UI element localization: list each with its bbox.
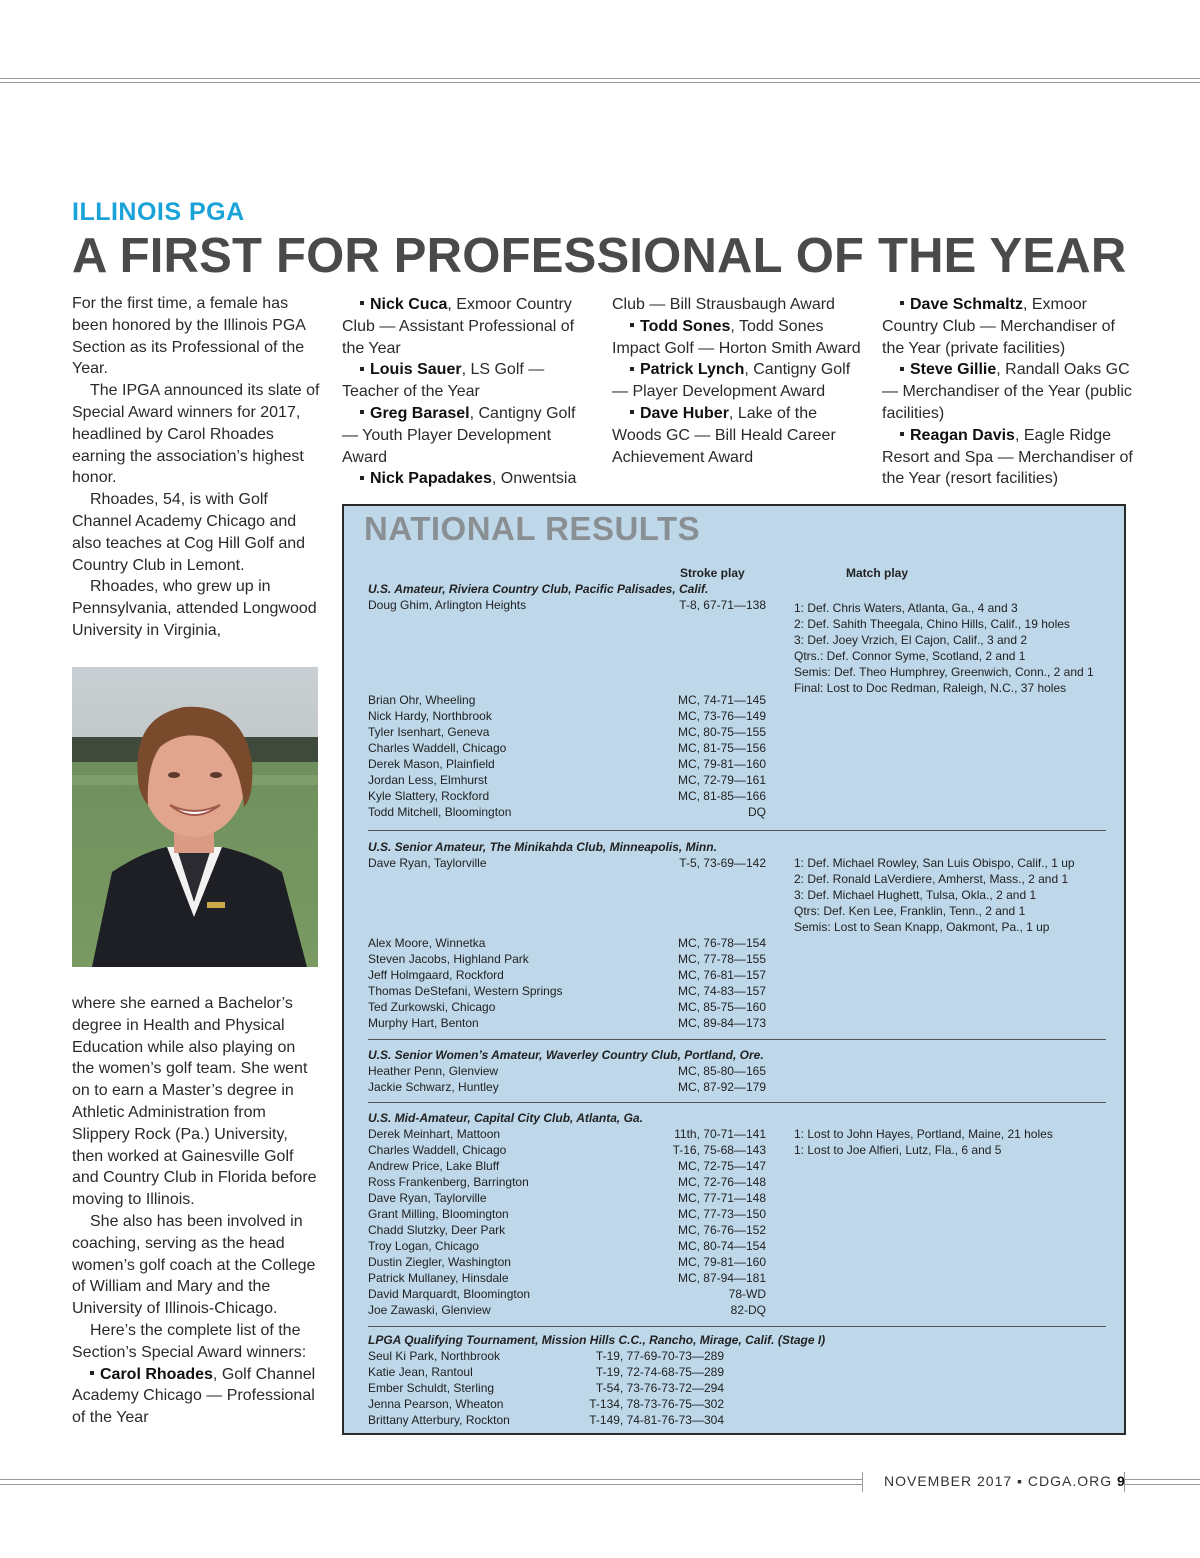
player-name: Joe Zawaski, Glenview xyxy=(368,1303,491,1317)
award-winner-name: Nick Papadakes xyxy=(370,470,492,488)
stroke-score: MC, 74-83—157 xyxy=(677,984,766,998)
bullet-icon xyxy=(900,301,904,305)
table-row xyxy=(368,1238,1108,1254)
bullet-icon: ▪ xyxy=(1017,1473,1024,1489)
match-result: Final: Lost to Doc Redman, Raleigh, N.C., 37 holes xyxy=(794,681,1067,695)
bullet-icon xyxy=(360,301,364,305)
award-item xyxy=(342,403,592,468)
stroke-score: T-134, 78-73-76-75—302 xyxy=(589,1397,724,1411)
award-item xyxy=(342,294,592,359)
section-kicker: ILLINOIS PGA xyxy=(72,198,245,226)
award-winner-name: Nick Cuca xyxy=(370,296,448,313)
stroke-score: MC, 85-75—160 xyxy=(677,1000,766,1014)
match-play-results xyxy=(794,855,1124,935)
match-result: 1: Lost to John Hayes, Portland, Maine, 21 holes xyxy=(794,1127,1053,1141)
section-divider xyxy=(368,1039,1106,1040)
award-item xyxy=(612,403,862,468)
stroke-score: MC, 85-80—165 xyxy=(677,1064,766,1078)
award-winner-name: Louis Sauer xyxy=(370,361,462,379)
match-play-header: Match play xyxy=(846,566,909,580)
player-name: Brian Ohr, Wheeling xyxy=(368,693,476,707)
bullet-icon xyxy=(90,1371,94,1375)
bullet-icon xyxy=(360,367,364,371)
player-name: Dave Ryan, Taylorville xyxy=(368,856,487,870)
bullet-icon xyxy=(630,410,634,414)
award-item xyxy=(882,359,1134,424)
table-row xyxy=(368,983,1108,999)
player-name: Murphy Hart, Benton xyxy=(368,1016,479,1030)
award-description: , Onwentsia xyxy=(491,470,577,488)
national-results-box xyxy=(342,504,1126,1435)
page-number: 9 xyxy=(1117,1473,1126,1489)
table-row xyxy=(368,724,1108,740)
player-name: Grant Milling, Bloomington xyxy=(368,1207,509,1221)
award-winner-name: Carol Rhoades xyxy=(100,1365,213,1383)
top-rule xyxy=(0,78,1200,79)
match-result: 3: Def. Michael Hughett, Tulsa, Okla., 2 and 1 xyxy=(794,888,1037,902)
player-name: Andrew Price, Lake Bluff xyxy=(368,1159,500,1173)
footer-rule-cap xyxy=(862,1472,863,1492)
carol-rhoades-photo xyxy=(72,667,318,967)
stroke-score: MC, 76-78—154 xyxy=(677,936,766,950)
award-item xyxy=(882,294,1134,359)
table-row xyxy=(368,1364,1108,1380)
footer-rule-2 xyxy=(0,1484,862,1485)
table-row xyxy=(368,967,1108,983)
player-name: Kyle Slattery, Rockford xyxy=(368,789,490,803)
player-name: Thomas DeStefani, Western Springs xyxy=(368,984,563,998)
section-divider xyxy=(368,1102,1106,1103)
article-paragraph: Here’s the complete list of the Section’s Special Award winners: xyxy=(72,1321,307,1361)
stroke-score: 78-WD xyxy=(728,1287,766,1301)
stroke-score: MC, 72-75—147 xyxy=(677,1159,766,1173)
match-play-results xyxy=(794,600,1124,696)
award-item xyxy=(882,425,1134,490)
results-section-lpga-qualifying xyxy=(368,1332,1108,1428)
footer-rule xyxy=(0,1479,862,1480)
stroke-score: T-16, 75-68—143 xyxy=(672,1143,766,1157)
results-section-us-mid-amateur xyxy=(368,1110,1108,1318)
award-description: , Golf Channel Academy Chicago — Professional of the Year xyxy=(72,1365,316,1427)
match-result: 1: Def. Chris Waters, Atlanta, Ga., 4 and 3 xyxy=(794,601,1018,615)
player-name: Charles Waddell, Chicago xyxy=(368,741,507,755)
stroke-score: MC, 87-92—179 xyxy=(677,1080,766,1094)
stroke-score: MC, 77-73—150 xyxy=(677,1207,766,1221)
issue-date: NOVEMBER 2017 xyxy=(884,1473,1013,1489)
table-row xyxy=(368,772,1108,788)
stroke-score: DQ xyxy=(748,805,766,819)
award-description: , Exmoor Country Club — Assistant Professional of the Year xyxy=(342,296,575,357)
section-title: LPGA Qualifying Tournament, Mission Hills C.C., Rancho, Mirage, Calif. (Stage I) xyxy=(368,1333,826,1347)
stroke-score: T-8, 67-71—138 xyxy=(679,598,766,612)
stroke-score: MC, 77-71—148 xyxy=(677,1191,766,1205)
match-result: Qtrs.: Def. Connor Syme, Scotland, 2 and 1 xyxy=(794,649,1026,663)
table-row xyxy=(368,804,1108,820)
table-row xyxy=(368,1348,1108,1364)
page-title: A FIRST FOR PROFESSIONAL OF THE YEAR xyxy=(72,229,1127,283)
match-result: 1: Lost to Joe Alfieri, Lutz, Fla., 6 and 5 xyxy=(794,1143,1002,1157)
match-result: 2: Def. Ronald LaVerdiere, Amherst, Mass., 2 and 1 xyxy=(794,872,1069,886)
player-name: Dustin Ziegler, Washington xyxy=(368,1255,511,1269)
stroke-score: MC, 74-71—145 xyxy=(677,693,766,707)
results-section-us-amateur xyxy=(368,581,1108,820)
stroke-score: MC, 89-84—173 xyxy=(677,1016,766,1030)
section-title: U.S. Senior Amateur, The Minikahda Club, Minneapolis, Minn. xyxy=(368,840,717,854)
award-winner-name: Patrick Lynch xyxy=(640,361,745,379)
player-name: Katie Jean, Rantoul xyxy=(368,1365,473,1379)
match-result: Semis: Def. Theo Humphrey, Greenwich, Conn., 2 and 1 xyxy=(794,665,1094,679)
player-name: Doug Ghim, Arlington Heights xyxy=(368,598,527,612)
player-name: Nick Hardy, Northbrook xyxy=(368,709,492,723)
player-name: Steven Jacobs, Highland Park xyxy=(368,952,529,966)
table-row xyxy=(368,740,1108,756)
player-name: Todd Mitchell, Bloomington xyxy=(368,805,512,819)
stroke-score: MC, 72-76—148 xyxy=(677,1175,766,1189)
table-row xyxy=(368,1254,1108,1270)
award-description: , Eagle Ridge Resort and Spa — Merchandiser of the Year (resort facilities) xyxy=(882,426,1133,488)
article-paragraph: The IPGA announced its slate of Special Award winners for 2017, headlined by Carol Rhoades earning the association’s highest honor. xyxy=(72,382,320,487)
award-winner-name: Dave Huber xyxy=(640,404,729,422)
table-row xyxy=(368,1286,1108,1302)
player-name: Jeff Holmgaard, Rockford xyxy=(368,968,504,982)
stroke-score: MC, 80-74—154 xyxy=(677,1239,766,1253)
table-row xyxy=(368,788,1108,804)
page-footer xyxy=(884,1473,1126,1489)
table-row xyxy=(368,999,1108,1015)
stroke-score: MC, 76-81—157 xyxy=(677,968,766,982)
award-item xyxy=(342,359,592,403)
article-col-4 xyxy=(882,294,1134,490)
bullet-icon xyxy=(360,476,364,480)
table-row xyxy=(368,708,1108,724)
player-name: Dave Ryan, Taylorville xyxy=(368,1191,487,1205)
player-name: Heather Penn, Glenview xyxy=(368,1064,499,1078)
player-name: Seul Ki Park, Northbrook xyxy=(368,1349,501,1363)
table-row xyxy=(368,1270,1108,1286)
stroke-score: 82-DQ xyxy=(730,1303,766,1317)
table-row xyxy=(368,1142,1108,1158)
table-row xyxy=(368,756,1108,772)
player-name: Ross Frankenberg, Barrington xyxy=(368,1175,529,1189)
table-row xyxy=(368,1126,1108,1142)
player-name: Tyler Isenhart, Geneva xyxy=(368,725,490,739)
footer-rule-right xyxy=(1124,1479,1200,1480)
article-paragraph: Rhoades, who grew up in Pennsylvania, attended Longwood University in Virginia, xyxy=(72,578,317,639)
stroke-play-header: Stroke play xyxy=(680,566,745,580)
stroke-score: MC, 79-81—160 xyxy=(677,1255,766,1269)
award-item xyxy=(72,1364,320,1429)
award-description: , Cantigny Golf — Youth Player Development Award xyxy=(342,404,576,466)
stroke-score: MC, 77-78—155 xyxy=(677,952,766,966)
stroke-score: MC, 72-79—161 xyxy=(677,773,766,787)
player-name: Derek Mason, Plainfield xyxy=(368,757,495,771)
bullet-icon xyxy=(900,432,904,436)
portrait-image xyxy=(72,667,318,967)
player-name: Chadd Slutzky, Deer Park xyxy=(368,1223,506,1237)
award-description: , Lake of the Woods GC — Bill Heald Career Achievement Award xyxy=(612,404,836,466)
player-name: Patrick Mullaney, Hinsdale xyxy=(368,1271,509,1285)
player-name: Derek Meinhart, Mattoon xyxy=(368,1127,501,1141)
stroke-score: T-19, 72-74-68-75—289 xyxy=(595,1365,724,1379)
stroke-score: MC, 79-81—160 xyxy=(677,757,766,771)
article-paragraph: She also has been involved in coaching, serving as the head women’s golf coach at the College of William and Mary and the University of Illinois-Chicago. xyxy=(72,1212,316,1318)
award-item xyxy=(342,468,592,490)
article-col-1-top xyxy=(72,293,320,642)
table-row xyxy=(368,1158,1108,1174)
stroke-score: T-19, 77-69-70-73—289 xyxy=(595,1349,724,1363)
table-row xyxy=(368,1396,1108,1412)
award-description: , Cantigny Golf — Player Development Award xyxy=(612,361,851,401)
player-name: Jackie Schwarz, Huntley xyxy=(368,1080,499,1094)
table-row xyxy=(368,692,1108,708)
table-row xyxy=(368,1063,1108,1079)
match-result: 1: Def. Michael Rowley, San Luis Obispo, Calif., 1 up xyxy=(794,856,1075,870)
stroke-score: T-5, 73-69—142 xyxy=(679,856,766,870)
player-name: Jenna Pearson, Wheaton xyxy=(368,1397,504,1411)
section-divider xyxy=(368,1326,1106,1327)
player-name: Troy Logan, Chicago xyxy=(368,1239,479,1253)
stroke-score: MC, 73-76—149 xyxy=(677,709,766,723)
stroke-score: MC, 87-94—181 xyxy=(677,1271,766,1285)
award-winner-name: Greg Barasel xyxy=(370,404,470,422)
award-continuation: Club — Bill Strausbaugh Award xyxy=(612,296,835,313)
player-name: Charles Waddell, Chicago xyxy=(368,1143,507,1157)
award-winner-name: Dave Schmaltz xyxy=(910,296,1023,313)
player-name: Alex Moore, Winnetka xyxy=(368,936,486,950)
stroke-score: MC, 76-76—152 xyxy=(677,1223,766,1237)
article-col-1-bottom xyxy=(72,993,320,1429)
player-name: Brittany Atterbury, Rockton xyxy=(368,1413,510,1427)
article-paragraph: For the first time, a female has been honored by the Illinois PGA Section as its Professional of the Year. xyxy=(72,295,306,378)
player-name: Jordan Less, Elmhurst xyxy=(368,773,488,787)
table-row xyxy=(368,1302,1108,1318)
award-item xyxy=(612,359,862,403)
award-item xyxy=(612,316,862,360)
stroke-score: MC, 81-85—166 xyxy=(677,789,766,803)
article-paragraph: where she earned a Bachelor’s degree in Health and Physical Education while also playing on the women’s golf team. She went on to earn a Master’s degree in Athletic Administration from Slippery Rock (Pa.) University, then worked at Gainesville Golf and Country Club in Florida before moving to Illinois. xyxy=(72,995,317,1209)
table-row xyxy=(368,1190,1108,1206)
bullet-icon xyxy=(360,410,364,414)
match-result: Qtrs: Def. Ken Lee, Franklin, Tenn., 2 and 1 xyxy=(794,904,1026,918)
award-description: , Randall Oaks GC — Merchandiser of the Year (public facilities) xyxy=(882,361,1132,422)
results-section-us-senior-amateur xyxy=(368,839,1108,1031)
match-result: 2: Def. Sahith Theegala, Chino Hills, Calif., 19 holes xyxy=(794,617,1070,631)
bullet-icon xyxy=(630,367,634,371)
table-row xyxy=(368,935,1108,951)
results-title: NATIONAL RESULTS xyxy=(364,510,701,547)
table-row xyxy=(368,1380,1108,1396)
stroke-score: MC, 80-75—155 xyxy=(677,725,766,739)
award-description: , Todd Sones Impact Golf — Horton Smith Award xyxy=(612,317,861,357)
article-col-3 xyxy=(612,294,862,468)
table-row xyxy=(368,1412,1108,1428)
results-section-us-senior-womens-amateur xyxy=(368,1047,1108,1095)
player-name: David Marquardt, Bloomington xyxy=(368,1287,531,1301)
match-result: 3: Def. Joey Vrzich, El Cajon, Calif., 3 and 2 xyxy=(794,633,1027,647)
table-row xyxy=(368,1206,1108,1222)
bullet-icon xyxy=(900,367,904,371)
stroke-score: T-54, 73-76-73-72—294 xyxy=(595,1381,724,1395)
bullet-icon xyxy=(630,323,634,327)
award-winner-name: Reagan Davis xyxy=(910,426,1015,444)
section-divider xyxy=(368,830,1106,831)
table-row xyxy=(368,1079,1108,1095)
top-rule-2 xyxy=(0,82,1200,83)
player-name: Ember Schuldt, Sterling xyxy=(368,1381,495,1395)
section-title: U.S. Mid-Amateur, Capital City Club, Atlanta, Ga. xyxy=(368,1111,643,1125)
table-row xyxy=(368,1174,1108,1190)
table-row xyxy=(368,1222,1108,1238)
table-row xyxy=(368,951,1108,967)
award-winner-name: Steve Gillie xyxy=(910,361,997,379)
award-description: , Exmoor Country Club — Merchandiser of the Year (private facilities) xyxy=(882,296,1115,357)
stroke-score: T-149, 74-81-76-73—304 xyxy=(589,1413,724,1427)
section-title: U.S. Senior Women’s Amateur, Waverley Country Club, Portland, Ore. xyxy=(368,1048,764,1062)
match-result: Semis: Lost to Sean Knapp, Oakmont, Pa., 1 up xyxy=(794,920,1050,934)
article-paragraph: Rhoades, 54, is with Golf Channel Academy Chicago and also teaches at Cog Hill Golf and Country Club in Lemont. xyxy=(72,491,306,574)
section-title: U.S. Amateur, Riviera Country Club, Pacific Palisades, Calif. xyxy=(368,582,709,596)
site-name: CDGA.ORG xyxy=(1027,1473,1113,1489)
player-name: Ted Zurkowski, Chicago xyxy=(368,1000,496,1014)
award-description: , LS Golf — Teacher of the Year xyxy=(342,361,545,401)
table-row xyxy=(368,1015,1108,1031)
article-col-2 xyxy=(342,294,592,490)
award-winner-name: Todd Sones xyxy=(640,317,731,335)
stroke-score: 11th, 70-71—141 xyxy=(674,1127,766,1141)
stroke-score: MC, 81-75—156 xyxy=(677,741,766,755)
footer-rule-right-2 xyxy=(1124,1484,1200,1485)
